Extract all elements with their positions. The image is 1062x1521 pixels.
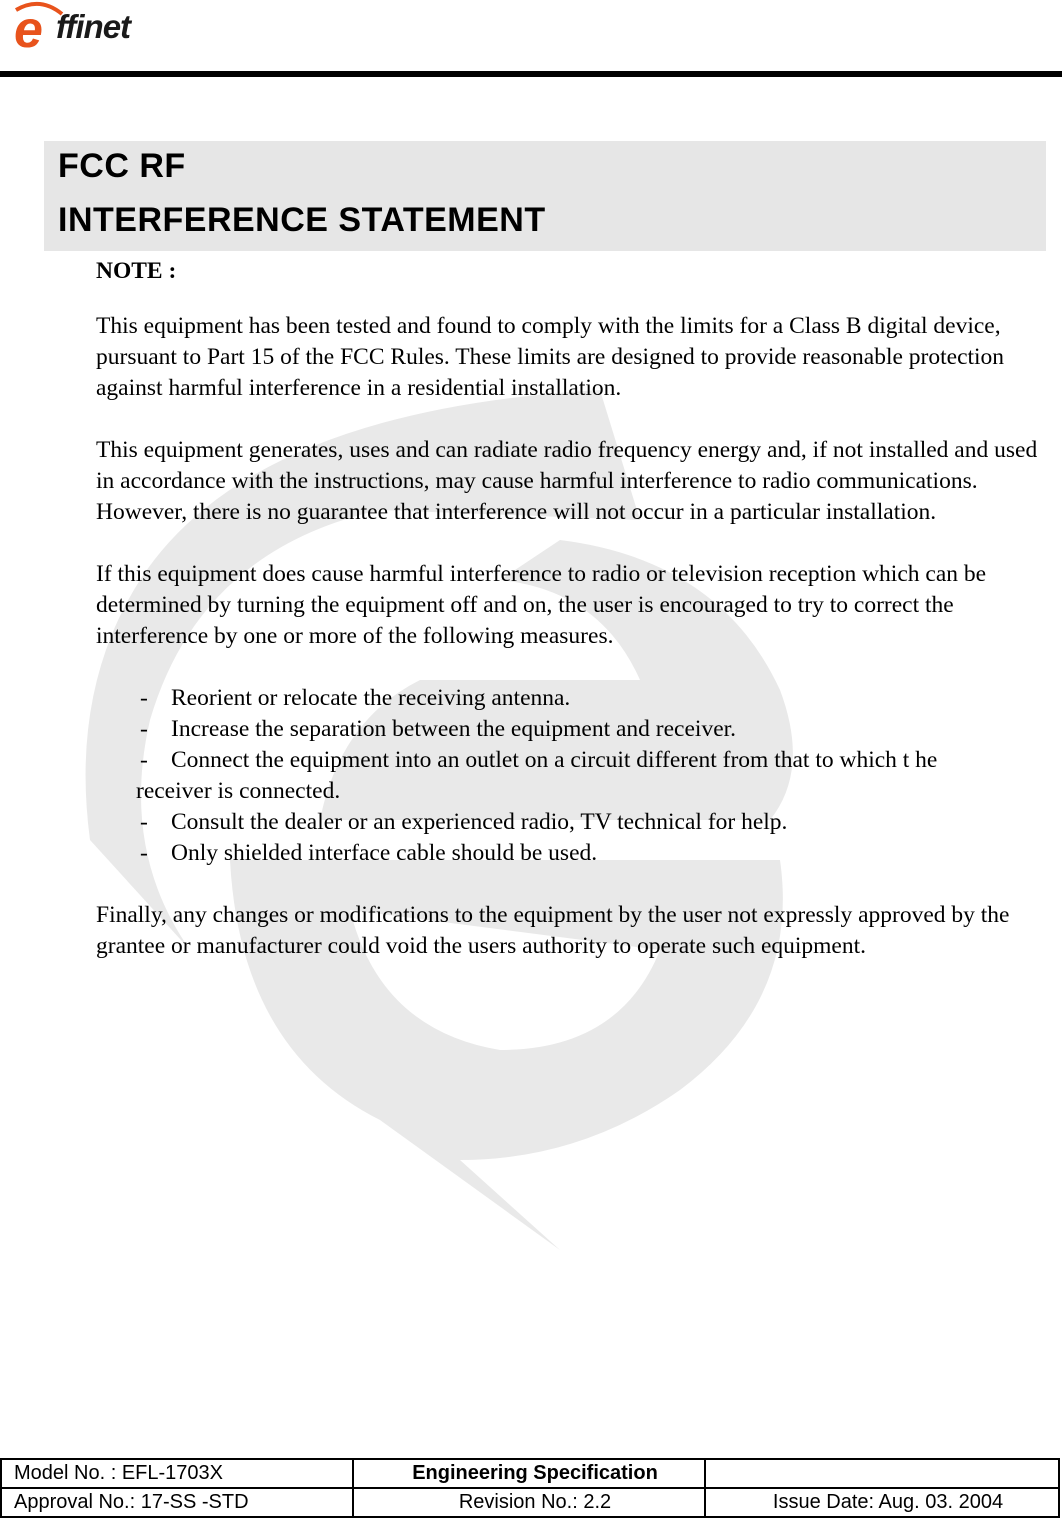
bullet-marker: -: [140, 685, 148, 711]
bullet-marker: -: [140, 716, 148, 742]
paragraph-radio-energy: This equipment generates, uses and can radiate radio frequency energy and, if not installed and used in accordance with the instructions, may cause harmful interference to radio communications. However, there is no guarantee that interference will not occur in a particular installation.: [96, 437, 1038, 525]
spec-title: Engineering Specification: [353, 1459, 705, 1488]
list-item: [96, 838, 1046, 869]
empty-cell: [705, 1459, 1059, 1488]
paragraph-correction: If this equipment does cause harmful interference to radio or television reception which can be determined by turning the equipment off and on, the user is encouraged to try to correct the interference by one or more of the following measures.: [96, 561, 987, 649]
model-number: Model No. : EFL-1703X: [1, 1459, 353, 1488]
list-item-continuation: receiver is connected.: [136, 778, 341, 804]
list-item: [96, 745, 1046, 776]
list-item-text: Only shielded interface cable should be used.: [171, 840, 598, 866]
list-item: [96, 714, 1046, 745]
paragraph-modifications: Finally, any changes or modifications to the equipment by the user not expressly approved by the grantee or manufacturer could void the users authority to operate such equipment.: [96, 902, 1010, 959]
paragraph-compliance: This equipment has been tested and found to comply with the limits for a Class B digital device, pursuant to Part 15 of the FCC Rules. These limits are designed to provide reasonable protection against harmful interference in a residential installation.: [96, 313, 1005, 401]
footer-spec-table: [0, 1458, 1060, 1518]
list-item-text: Connect the equipment into an outlet on a circuit different from that to which t he: [171, 747, 938, 773]
table-row: [1, 1488, 1059, 1517]
measures-list: [96, 683, 1046, 869]
issue-date: Issue Date: Aug. 03. 2004: [705, 1488, 1059, 1517]
bullet-marker: -: [140, 747, 148, 773]
statement-body: [96, 256, 1046, 962]
note-label: NOTE :: [96, 258, 177, 284]
list-item: [96, 683, 1046, 714]
page-title-line-1: FCC RF: [58, 147, 186, 185]
list-item-text: Reorient or relocate the receiving antenna.: [171, 685, 571, 711]
company-logo: [10, 0, 180, 60]
page-title-line-2: INTERFERENCE STATEMENT: [58, 201, 546, 239]
logo-letter: e: [14, 1, 43, 59]
table-row: [1, 1459, 1059, 1488]
logo-text: ffinet: [56, 8, 131, 45]
bullet-marker: -: [140, 809, 148, 835]
bullet-marker: -: [140, 840, 148, 866]
list-item-text: Consult the dealer or an experienced radio, TV technical for help.: [171, 809, 788, 835]
list-item-text: Increase the separation between the equipment and receiver.: [171, 716, 737, 742]
header-rule: [0, 71, 1062, 77]
revision-number: Revision No.: 2.2: [353, 1488, 705, 1517]
approval-number: Approval No.: 17-SS -STD: [1, 1488, 353, 1517]
list-item: [96, 807, 1046, 838]
